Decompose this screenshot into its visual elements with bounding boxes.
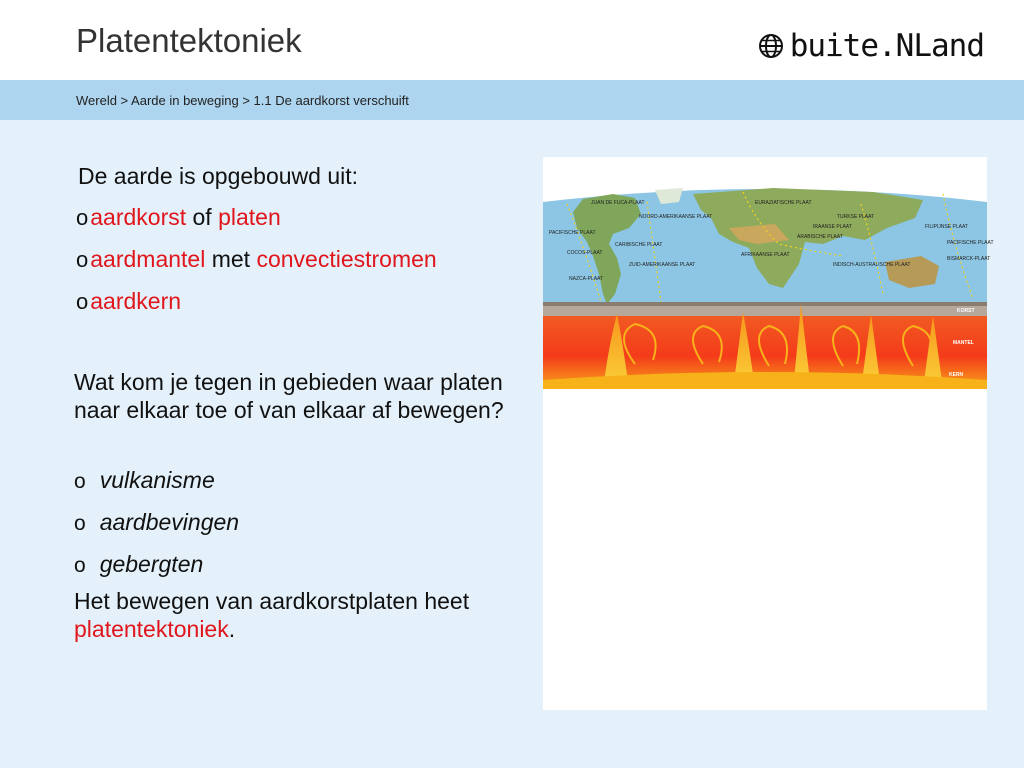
plate-label: ZUID-AMERIKAANSE PLAAT xyxy=(629,262,696,268)
layer-label-kern: KERN xyxy=(949,372,964,378)
list-item xyxy=(74,465,239,507)
conclusion-end: . xyxy=(228,616,236,642)
plate-label: NAZCA-PLAAT xyxy=(569,276,604,282)
list-item xyxy=(76,286,437,328)
plate-label: BISMARCK-PLAAT xyxy=(947,256,991,262)
layer-extra: convectiestromen xyxy=(256,246,437,272)
conclusion-text xyxy=(74,587,544,643)
plate-tectonics-diagram xyxy=(543,184,994,389)
bullet: o xyxy=(76,247,89,272)
bullet: o xyxy=(74,470,86,493)
plate-label: NOORD-AMERIKAANSE PLAAT xyxy=(639,214,713,220)
breadcrumb[interactable]: Wereld > Aarde in beweging > 1.1 De aardkorst verschuift xyxy=(76,93,409,108)
effect-text: gebergten xyxy=(99,551,204,577)
image-panel xyxy=(543,157,994,710)
logo[interactable] xyxy=(758,28,984,64)
page-title: Platentektoniek xyxy=(76,22,302,59)
conclusion-body: Het bewegen van aardkorstplaten heet xyxy=(74,588,470,614)
layer-term: aardmantel xyxy=(90,246,206,272)
plate-label: COCOS-PLAAT xyxy=(567,250,603,256)
plate-label: INDISCH-AUSTRALISCHE PLAAT xyxy=(833,262,911,268)
effect-text: vulkanisme xyxy=(99,467,215,493)
layer-term: aardkern xyxy=(90,288,182,314)
plate-label: AFRIKAANSE PLAAT xyxy=(741,252,790,258)
plate-label: TURKSE PLAAT xyxy=(837,214,875,220)
effects-list xyxy=(74,465,239,591)
question-text: Wat kom je tegen in gebieden waar platen naar elkaar toe of van elkaar af bewegen? xyxy=(74,369,504,423)
list-item xyxy=(74,549,239,591)
connector-text: of xyxy=(186,204,219,230)
layer-term: aardkorst xyxy=(90,204,187,230)
header xyxy=(0,0,1024,80)
list-item xyxy=(76,202,437,244)
crust-layer-top xyxy=(543,302,987,306)
conclusion-term: platentektoniek xyxy=(74,616,229,642)
list-item xyxy=(74,507,239,549)
effect-text: aardbevingen xyxy=(99,509,240,535)
bullet: o xyxy=(74,554,86,577)
plate-label: JUAN DE FUCA-PLAAT xyxy=(591,200,645,206)
plate-label: PACIFISCHE PLAAT xyxy=(947,240,994,246)
plate-label: CARIBISCHE PLAAT xyxy=(615,242,663,248)
plate-label: FILIPIJNSE PLAAT xyxy=(925,224,968,230)
plate-label: EURAZIATISCHE PLAAT xyxy=(755,200,812,206)
layer-label-korst: KORST xyxy=(957,308,975,314)
bullet: o xyxy=(74,512,86,535)
plate-label: ARABISCHE PLAAT xyxy=(797,234,843,240)
slide-content xyxy=(0,120,1024,768)
list-item xyxy=(76,244,437,286)
connector-text: met xyxy=(205,246,257,272)
logo-text: buite.NLand xyxy=(789,28,984,64)
plate-label: PACIFISCHE PLAAT xyxy=(549,230,596,236)
bullet: o xyxy=(76,289,89,314)
layer-label-mantel: MANTEL xyxy=(953,340,974,346)
bullet: o xyxy=(76,205,89,230)
globe-icon xyxy=(758,33,784,59)
earth-layers-list xyxy=(76,202,437,328)
plate-label: IRAANSE PLAAT xyxy=(813,224,852,230)
intro-text: De aarde is opgebouwd uit: xyxy=(78,163,359,189)
layer-extra: platen xyxy=(218,204,281,230)
breadcrumb-bar xyxy=(0,80,1024,120)
